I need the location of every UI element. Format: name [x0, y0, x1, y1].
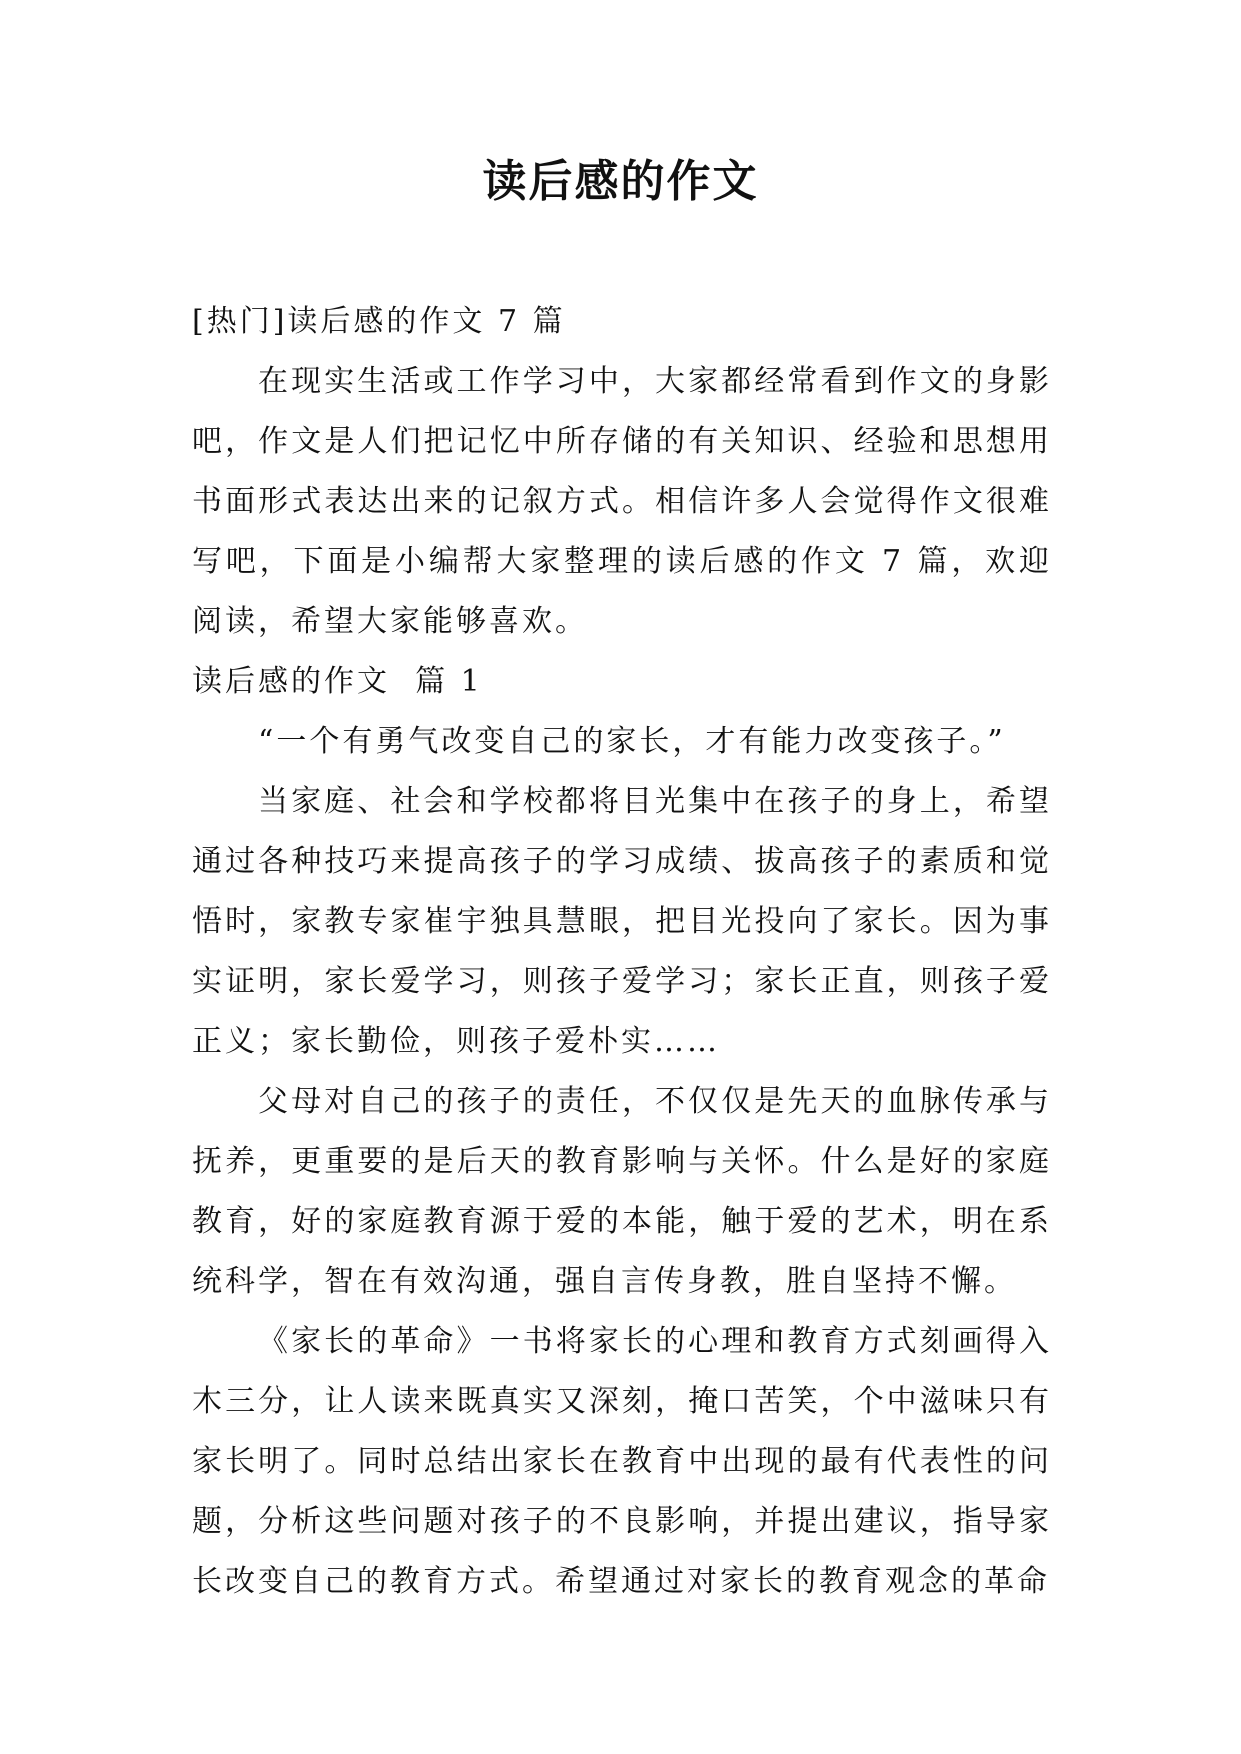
section-heading: 读后感的作文 篇 1 [192, 664, 483, 699]
document-subtitle: [热门]读后感的作文 7 篇 [192, 304, 566, 339]
body-paragraph-1: 当家庭、社会和学校都将目光集中在孩子的身上，希望通过各种技巧来提高孩子的学习成绩、拔高孩子的素质和觉悟时，家教专家崔宇独具慧眼，把目光投向了家长。因为事实证明，家长爱学习，则孩子爱学习；家长正直，则孩子爱正义；家长勤俭，则孩子爱朴实…… [192, 784, 1052, 1059]
body-paragraph-3: 《家长的革命》一书将家长的心理和教育方式刻画得入木三分，让人读来既真实又深刻，掩口苦笑，个中滋味只有家长明了。同时总结出家长在教育中出现的最有代表性的问题，分析这些问题对孩子的不良影响，并提出建议，指导家长改变自己的教育方式。希望通过对家长的教育观念的革命 [192, 1324, 1052, 1599]
quote-paragraph: “一个有勇气改变自己的家长，才有能力改变孩子。” [258, 724, 1006, 759]
document-body [192, 292, 1052, 1612]
document-title: 读后感的作文 [482, 156, 759, 207]
body-paragraph-2: 父母对自己的孩子的责任，不仅仅是先天的血脉传承与抚养，更重要的是后天的教育影响与关怀。什么是好的家庭教育，好的家庭教育源于爱的本能，触于爱的艺术，明在系统科学，智在有效沟通，强自言传身教，胜自坚持不懈。 [192, 1084, 1052, 1299]
intro-paragraph: 在现实生活或工作学习中，大家都经常看到作文的身影吧，作文是人们把记忆中所存储的有关知识、经验和思想用书面形式表达出来的记叙方式。相信许多人会觉得作文很难写吧，下面是小编帮大家整理的读后感的作文 7 篇，欢迎阅读，希望大家能够喜欢。 [192, 364, 1052, 639]
